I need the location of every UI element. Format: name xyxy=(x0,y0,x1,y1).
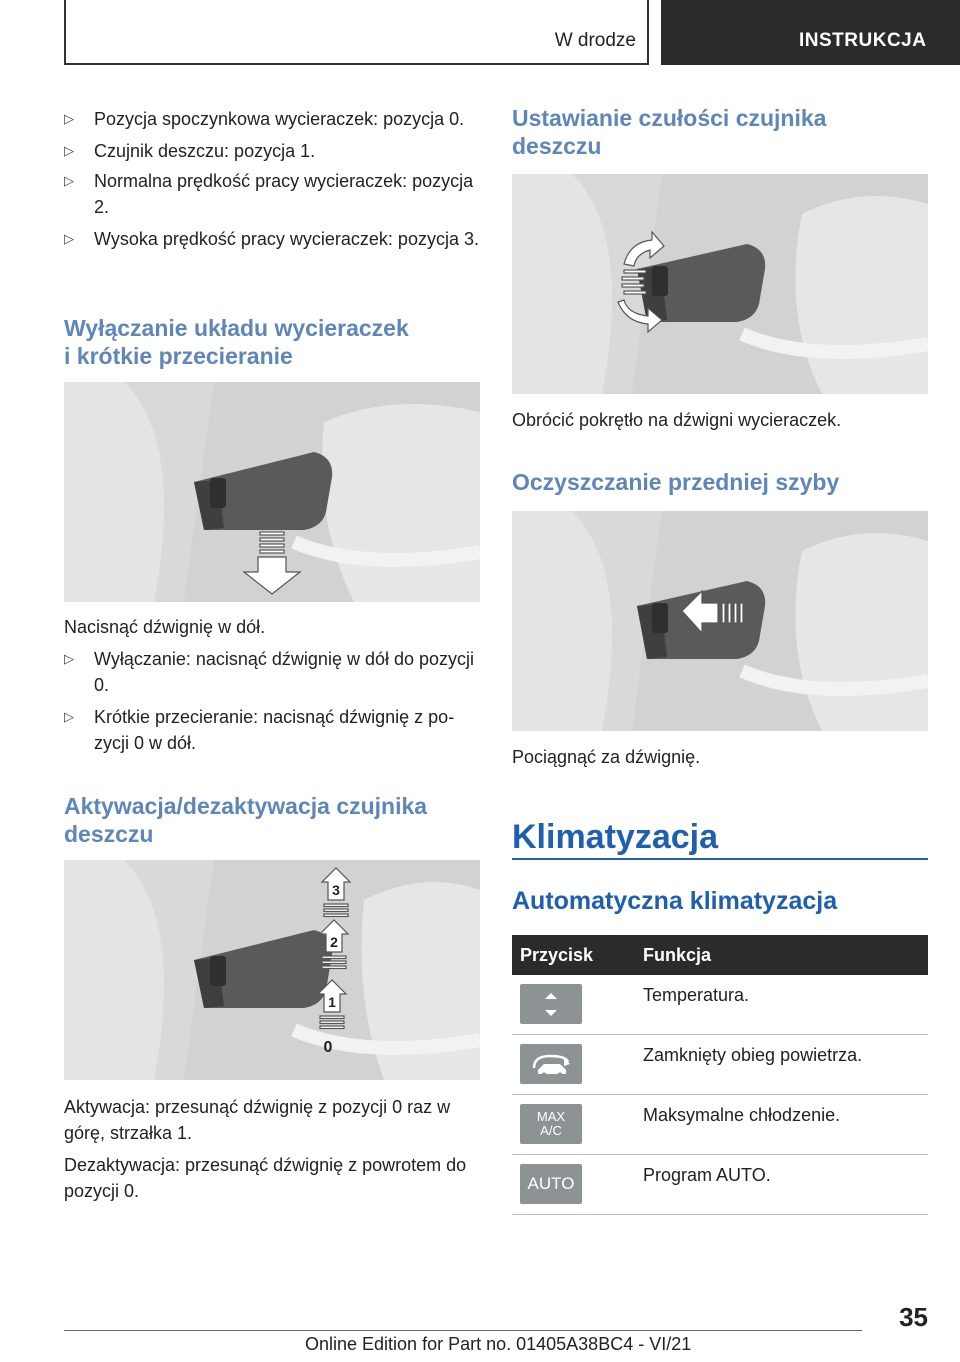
bullet-triangle-icon: ▷ xyxy=(64,709,74,724)
header-section-title: W drodze xyxy=(554,30,636,51)
bullet-triangle-icon: ▷ xyxy=(64,143,74,158)
section-heading-windshield-cleaning: Oczyszczanie przedniej szyby xyxy=(512,469,840,495)
footer-edition: Online Edition for Part no. 01405A38BC4 - VI/21 xyxy=(305,1334,692,1354)
bullet-triangle-icon: ▷ xyxy=(64,231,74,246)
chapter-title: Klimatyzacja xyxy=(512,818,718,856)
paragraph-deactivation: Dezaktywacja: przesunąć dźwignię z powrotem do pozycji 0. xyxy=(64,1155,467,1201)
table-cell-function: Zamknięty obieg powietrza. xyxy=(643,1045,863,1065)
table-row xyxy=(512,975,928,1035)
header-rule-divider xyxy=(647,0,649,65)
section-heading-sensitivity: Ustawianie czułości czujnika deszczu xyxy=(512,105,827,159)
table-cell-function: Maksymalne chłodzenie. xyxy=(643,1105,841,1125)
header-rule-bottom xyxy=(64,63,648,65)
subchapter-title: Automatyczna klimatyzacja xyxy=(512,887,838,915)
fig-label-2: 2 xyxy=(330,934,338,950)
list-item: ▷ Krótkie przecieranie: nacisnąć dźwignię z pozycji 0 w dół. xyxy=(64,704,480,756)
table-header-function: Funkcja xyxy=(643,945,712,965)
header-tab-instrukcja[interactable]: INSTRUKCJA xyxy=(661,0,960,65)
auto-icon: AUTO xyxy=(520,1164,582,1204)
footer-rule xyxy=(64,1330,862,1331)
paragraph-activation: Aktywacja: przesunąć dźwignię z pozycji 0 raz w górę, strzałka 1. xyxy=(64,1097,451,1143)
table-row xyxy=(512,1095,928,1155)
section-heading-rain-sensor: Aktywacja/dezaktywacja czujnika deszczu xyxy=(64,793,428,847)
table-row xyxy=(512,1155,928,1215)
header-rule-left xyxy=(64,0,66,64)
chapter-title-rule xyxy=(512,858,928,860)
fig-label-1: 1 xyxy=(328,994,336,1010)
recirculation-car-icon xyxy=(520,1044,582,1084)
figure-lever-positions xyxy=(64,860,480,1080)
bullet-triangle-icon: ▷ xyxy=(64,173,74,188)
list-item: ▷ Wyłączanie: nacisnąć dźwignię w dół do pozycji 0. xyxy=(64,646,480,698)
list-item: ▷ Normalna prędkość pracy wycieraczek: pozycja 2. xyxy=(64,168,480,220)
fig-label-3: 3 xyxy=(332,882,340,898)
table-cell-function: Temperatura. xyxy=(643,985,750,1005)
figure-lever-down xyxy=(64,382,480,602)
table-header-button: Przycisk xyxy=(520,945,594,965)
bullet-triangle-icon: ▷ xyxy=(64,111,74,126)
caption-pull-lever: Pociągnąć za dźwignię. xyxy=(512,747,701,767)
table-cell-function: Program AUTO. xyxy=(643,1165,771,1185)
list-item: ▷ Czujnik deszczu: pozycja 1. xyxy=(64,138,480,164)
table-header xyxy=(512,935,928,975)
page-number: 35 xyxy=(899,1302,928,1332)
bullet-triangle-icon: ▷ xyxy=(64,651,74,666)
section-heading-wipers-off: Wyłączanie układu wycieraczek i krótkie przecieranie xyxy=(64,315,409,369)
fig-label-0: 0 xyxy=(323,1039,333,1056)
list-item: ▷ Pozycja spoczynkowa wycieraczek: pozycja 0. xyxy=(64,106,480,132)
figure-pull-lever xyxy=(512,511,928,731)
list-item: ▷ Wysoka prędkość pracy wycieraczek: pozycja 3. xyxy=(64,226,480,252)
table-row xyxy=(512,1035,928,1095)
figure-rotate-knob xyxy=(512,174,928,394)
max-ac-icon: MAX A/C xyxy=(520,1104,582,1144)
caption-lever-down: Nacisnąć dźwignię w dół. xyxy=(64,617,266,637)
temperature-arrows-icon xyxy=(520,984,582,1024)
caption-rotate-knob: Obrócić pokrętło na dźwigni wycieraczek. xyxy=(512,410,842,430)
